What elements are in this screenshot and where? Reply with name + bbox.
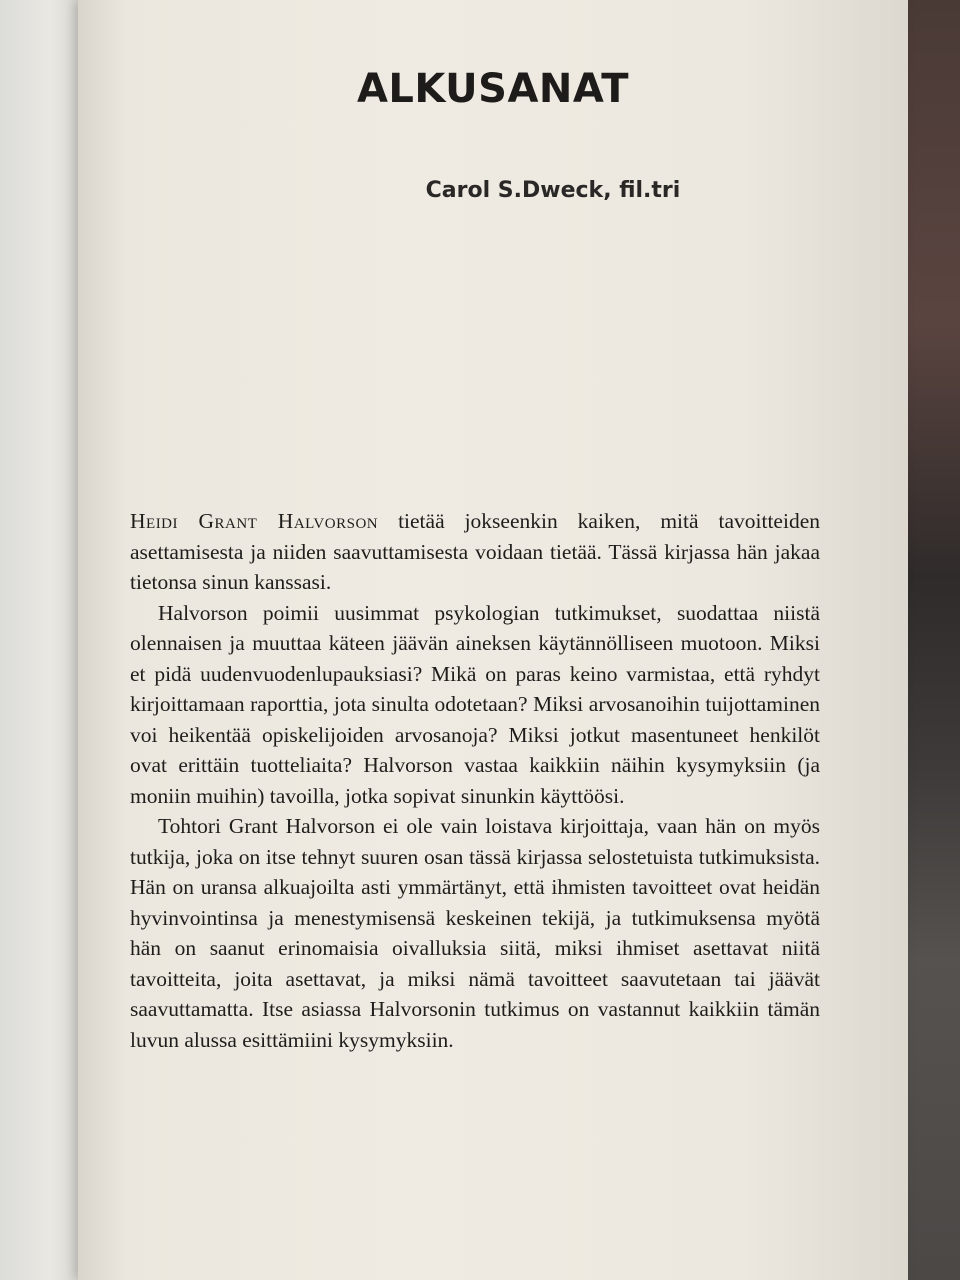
paragraph-1-text: tietää jokseenkin kaiken, mitä tavoitteiden asettamisesta ja niiden saavuttamisesta voidaan tietää. Tässä kirjassa hän jakaa tietonsa sinun kanssasi. — [130, 509, 820, 594]
chapter-title: ALKUSANAT — [356, 66, 630, 112]
lead-name: Heidi Grant Halvorson — [130, 509, 379, 533]
paragraph-1 — [130, 506, 820, 598]
body-text — [130, 506, 820, 1055]
paragraph-2: Halvorson poimii uusimmat psykologian tutkimukset, suodattaa niistä olennaisen ja muuttaa käteen jäävän aineksen käytännölliseen muotoon. Miksi et pidä uudenvuodenlupauksiasi? Mikä on paras keino varmistaa, että ryhdyt kirjoittamaan raporttia, jota sinulta odotetaan? Miksi arvosanoihin tuijottaminen voi heikentää opiskelijoiden arvosanoja? Miksi jotkut masentuneet henkilöt ovat erittäin tuotteliaita? Halvorson vastaa kaikkiin näihin kysymyksiin (ja moniin muihin) tavoilla, jotka sopivat sinunkin käyttöösi. — [130, 600, 820, 808]
author-line: Carol S.Dweck, fil.tri — [425, 178, 681, 203]
adjacent-page — [0, 0, 90, 1280]
book-page — [78, 0, 908, 1280]
paragraph-3: Tohtori Grant Halvorson ei ole vain loistava kirjoittaja, vaan hän on myös tutkija, joka on itse tehnyt suuren osan tässä kirjassa selostetuista tutkimuksista. Hän on uransa alkuajoilta asti ymmärtänyt, että ihmisten tavoitteet ovat heidän hyvinvointinsa ja menestymisensä keskeinen tekijä, ja tutkimuksensa myötä hän on saanut erinomaisia oivalluksia siitä, miksi ihmiset asettavat niitä tavoitteita, joita asettavat, ja miksi nämä tavoitteet saavutetaan tai jäävät saavuttamatta. Itse asiassa Halvorsonin tutkimus on vastannut kaikkiin tämän luvun alussa esittämiini kysymyksiin. — [130, 814, 820, 1052]
